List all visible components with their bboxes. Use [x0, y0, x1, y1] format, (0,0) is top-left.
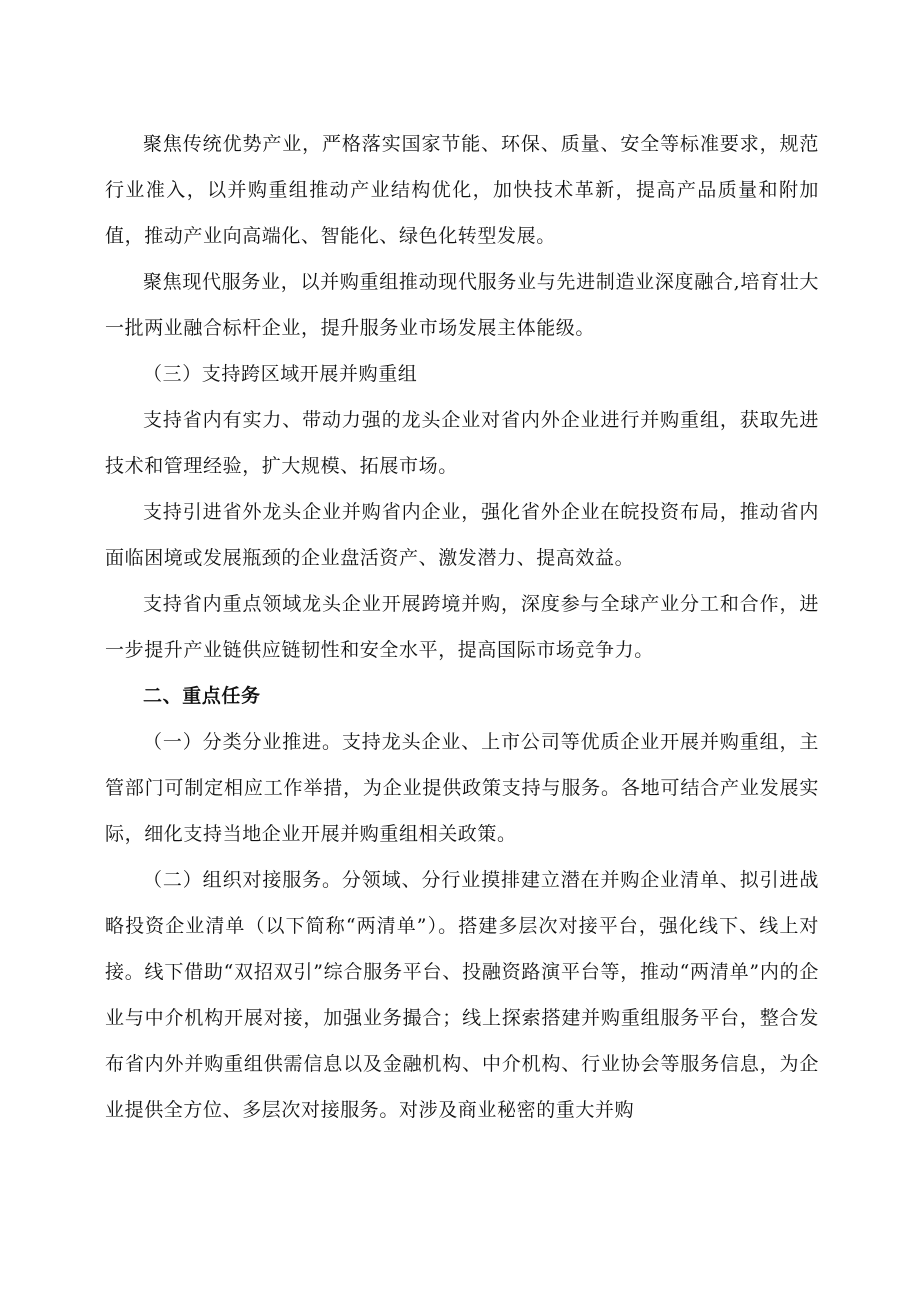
paragraph-traditional-industries: 聚焦传统优势产业，严格落实国家节能、环保、质量、安全等标准要求，规范行业准入，以并购重组推动产业结构优化，加快技术革新，提高产品质量和附加值，推动产业向高端化、智能化、绿色化转型发展。 — [105, 133, 819, 247]
paragraph-attract-external: 支持引进省外龙头企业并购省内企业，强化省外企业在皖投资布局，推动省内面临困境或发展瓶颈的企业盘活资产、激发潜力、提高效益。 — [105, 501, 819, 569]
paragraph-task-one: （一）分类分业推进。支持龙头企业、上市公司等优质企业开展并购重组，主管部门可制定相应工作举措，为企业提供政策支持与服务。各地可结合产业发展实际，细化支持当地企业开展并购重组相关政策。 — [105, 731, 819, 845]
paragraph-domestic-leaders: 支持省内有实力、带动力强的龙头企业对省内外企业进行并购重组，获取先进技术和管理经验，扩大规模、拓展市场。 — [105, 409, 819, 477]
paragraph-modern-services: 聚焦现代服务业，以并购重组推动现代服务业与先进制造业深度融合,培育壮大一批两业融合标杆企业，提升服务业市场发展主体能级。 — [105, 271, 819, 339]
paragraph-cross-border: 支持省内重点领域龙头企业开展跨境并购，深度参与全球产业分工和合作，进一步提升产业链供应链韧性和安全水平，提高国际市场竞争力。 — [105, 593, 819, 661]
section-heading-key-tasks: 二、重点任务 — [143, 685, 261, 707]
paragraph-task-two: （二）组织对接服务。分领域、分行业摸排建立潜在并购企业清单、拟引进战略投资企业清单（以下简称“两清单”）。搭建多层次对接平台，强化线下、线上对接。线下借助“双招双引”综合服务平台、投融资路演平台等，推动“两清单”内的企业与中介机构开展对接，加强业务撮合；线上探索搭建并购重组服务平台，整合发布省内外并购重组供需信息以及金融机构、中介机构、行业协会等服务信息，为企业提供全方位、多层次对接服务。对涉及商业秘密的重大并购 — [105, 869, 819, 1121]
document-body — [105, 121, 819, 1133]
subheading-cross-region: （三）支持跨区域开展并购重组 — [143, 363, 418, 385]
